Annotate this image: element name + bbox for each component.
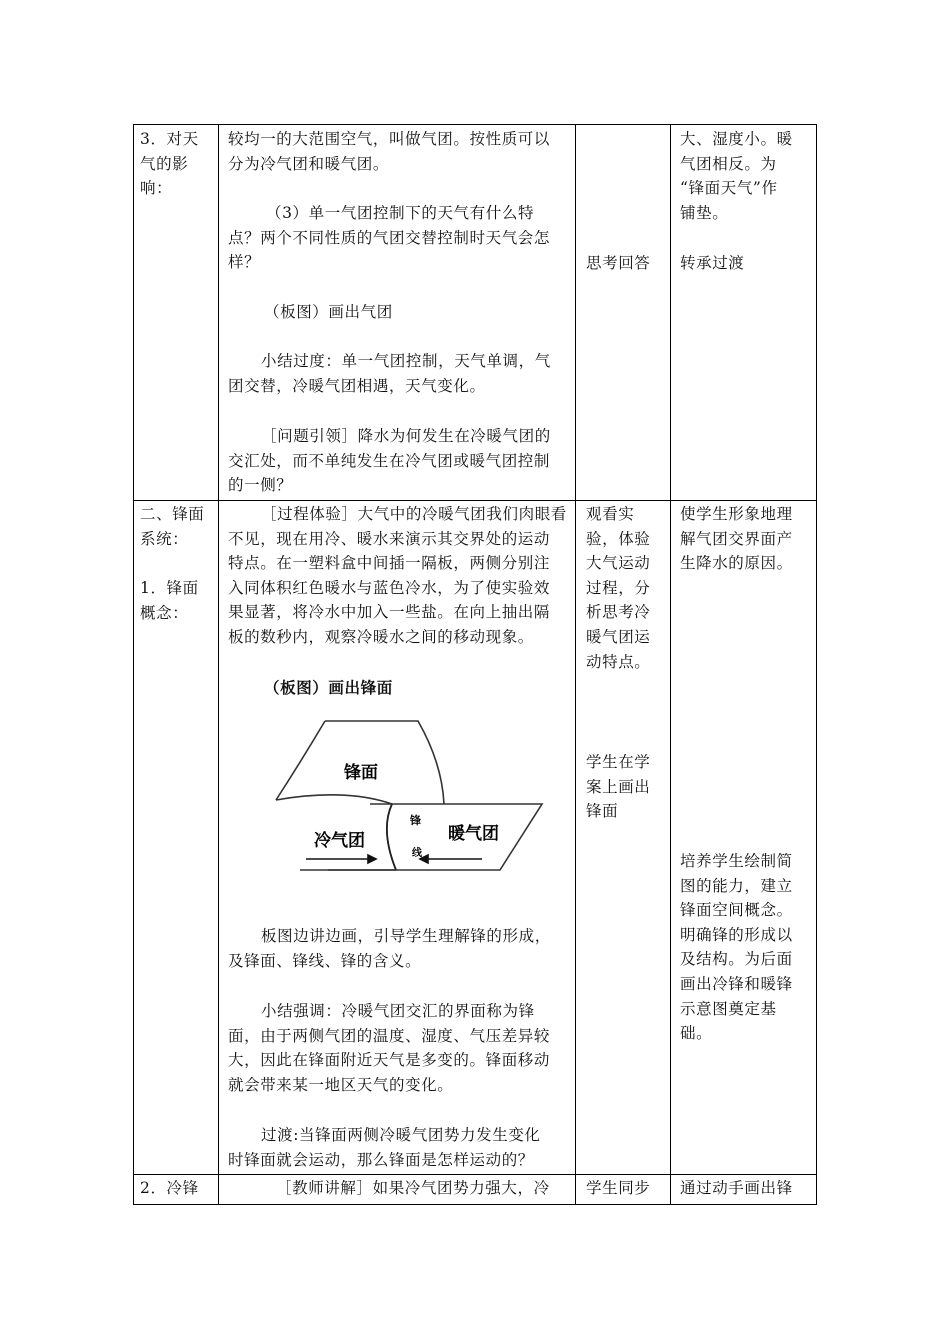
- design-intent: 转承过渡: [680, 254, 745, 272]
- teacher-paragraph: ［问题引领］降水为何发生在冷暖气团的 交汇处，而不单纯发生在冷气团或暖气团控制 的一侧？: [228, 427, 551, 495]
- design-intent: 通过动手画出锋: [680, 1179, 793, 1197]
- teacher-paragraph: ［教师讲解］如果冷气团势力强大，冷: [276, 1179, 550, 1197]
- teacher-paragraph: 过渡:当锋面两侧冷暖气团势力发生变化 时锋面就会运动，那么锋面是怎样运动的？: [228, 1126, 541, 1169]
- design-intent: 大、湿度小。暖 气团相反。为 “锋面天气”作 铺垫。: [680, 130, 793, 222]
- teacher-paragraph: （3）单一气团控制下的天气有什么特 点？两个不同性质的气团交替控制时天气会怎 样？: [228, 204, 551, 272]
- column-divider: [575, 125, 576, 1204]
- warm-air-label: 暖气团: [448, 824, 499, 844]
- section-label: 2．冷锋: [140, 1179, 199, 1197]
- student-activity: 思考回答: [586, 254, 651, 272]
- design-intent: 使学生形象地理 解气团交界面产 生降水的原因。: [680, 505, 793, 573]
- section-label: 1．锋面 概念：: [140, 579, 199, 622]
- section-label: 二、锋面 系统：: [140, 505, 205, 548]
- teacher-paragraph: （板图）画出气团: [264, 303, 393, 321]
- front-diagram: [270, 718, 545, 878]
- teacher-paragraph: （板图）画出锋面: [264, 679, 393, 697]
- cold-air-label: 冷气团: [314, 831, 365, 851]
- teacher-paragraph: 板图边讲边画，引导学生理解锋的形成， 及锋面、锋线、锋的含义。: [228, 927, 551, 970]
- teacher-paragraph: 较均一的大范围空气，叫做气团。按性质可以 分为冷气团和暖气团。: [228, 130, 551, 173]
- section-label: 3．对天 气的影 响：: [140, 130, 199, 198]
- design-intent: 培养学生绘制简 图的能力，建立 锋面空间概念。 明确锋的形成以 及结构。为后面 画出冷锋和暖锋 示意图奠定基 础。: [680, 852, 793, 1043]
- teacher-paragraph: 小结过度：单一气团控制，天气单调，气 团交替，冷暖气团相遇，天气变化。: [228, 352, 551, 395]
- teacher-paragraph: 小结强调：冷暖气团交汇的界面称为锋 面，由于两侧气团的温度、湿度、气压差异较 大，因此在锋面附近天气是多变的。锋面移动 就会带来某一地区天气的变化。: [228, 1002, 551, 1094]
- student-activity: 观看实 验，体验 大气运动 过程，分 析思考冷 暖气团运 动特点。: [586, 505, 651, 671]
- column-divider: [670, 125, 671, 1204]
- student-activity: 学生在学 案上画出 锋面: [586, 753, 651, 821]
- front-line-label: 线: [412, 848, 422, 859]
- row-divider: [134, 1174, 816, 1175]
- front-line-label: 锋: [410, 814, 421, 827]
- column-divider: [218, 125, 219, 1204]
- row-divider: [134, 500, 816, 501]
- student-activity: 学生同步: [586, 1179, 651, 1197]
- teacher-paragraph: ［过程体验］大气中的冷暖气团我们肉眼看 不见，现在用冷、暖水来演示其交界处的运动 特点。在一塑料盒中间插一隔板，两侧分别注 入同体积红色暖水与蓝色冷水，为了使实验效 果显著，将冷水中加入一些盐。在向上抽出隔 板的数秒内，观察冷暖水之间的移动现象。: [228, 505, 567, 646]
- front-surface-label: 锋面: [344, 763, 378, 783]
